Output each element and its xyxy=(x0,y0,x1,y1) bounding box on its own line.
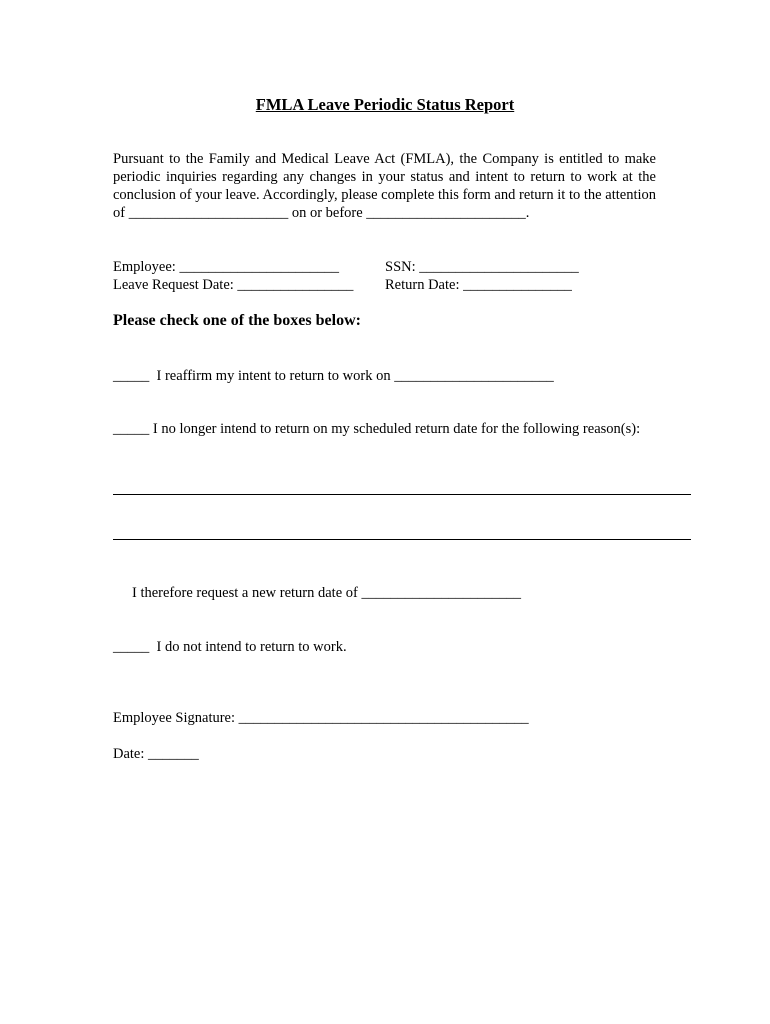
leave-request-date-field: Leave Request Date: ________________ xyxy=(113,277,354,293)
new-return-date-request: I therefore request a new return date of ______________________ xyxy=(132,585,521,601)
return-date-field: Return Date: _______________ xyxy=(385,277,572,293)
reaffirm-option: _____ I reaffirm my intent to return to work on ______________________ xyxy=(113,368,554,384)
no-longer-intend-option: _____ I no longer intend to return on my scheduled return date for the following reason(s): xyxy=(113,421,641,437)
page-title: FMLA Leave Periodic Status Report xyxy=(255,95,515,114)
employee-field: Employee: ______________________ xyxy=(113,259,339,275)
do-not-return-option: _____ I do not intend to return to work. xyxy=(113,639,347,655)
reason-line-2 xyxy=(113,539,691,540)
check-boxes-heading: Please check one of the boxes below: xyxy=(113,312,361,329)
intro-paragraph: Pursuant to the Family and Medical Leave Act (FMLA), the Company is entitled to make periodic inquiries regarding any changes in your status and intent to return to work at the conclusion of your leave. Accordingly, please complete this form and return it to the attention of ______________________ on or before ______________________. xyxy=(113,151,656,221)
reason-line-1 xyxy=(113,494,691,495)
ssn-field: SSN: ______________________ xyxy=(385,259,579,275)
date-field: Date: _______ xyxy=(113,746,199,762)
employee-signature-field: Employee Signature: ________________________________________ xyxy=(113,710,529,726)
